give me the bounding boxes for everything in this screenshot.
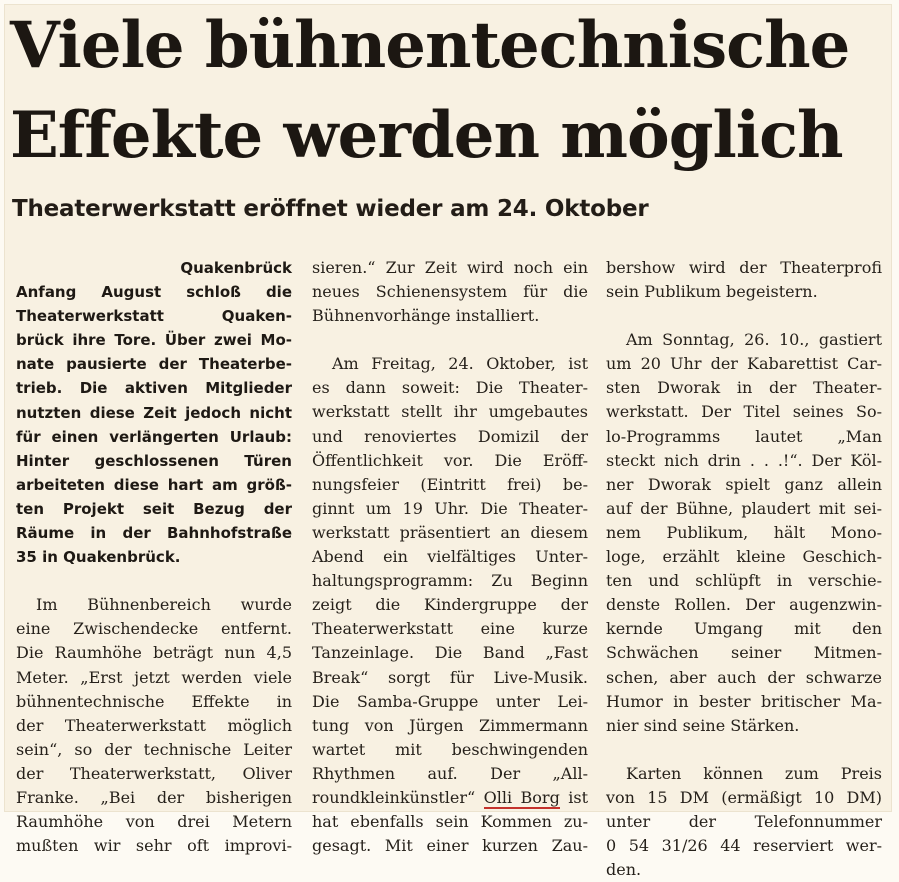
text-line: unter der Telefonnummer [606,811,882,831]
text-line: ten und schlüpft in verschie- [606,571,882,591]
text-line: bühnentechnische Effekte in [16,691,292,711]
dateline: Quakenbrück [180,259,292,277]
text-line: von 15 DM (ermäßigt 10 DM) [606,787,882,807]
text-line: Die Raumhöhe beträgt nun 4,5 [16,643,292,663]
text-line: sein Publikum begeistern. [606,282,818,302]
text-line: Im Bühnenbereich wurde [36,595,292,615]
text-line: arbeiteten diese hart am größ- [16,475,292,494]
text-line: um 20 Uhr der Kabarettist Car- [606,354,882,374]
text-line: Am Sonntag, 26. 10., gastiert [626,330,882,350]
text-line: es dann soweit: Die Theater- [312,378,588,398]
text-fragment: ist [559,787,588,807]
text-line: ginnt um 19 Uhr. Die Theater- [312,498,588,518]
text-line: Schwächen seiner Mitmen- [606,643,882,663]
text-line: nungsfeier (Eintritt frei) be- [312,474,588,494]
text-line: haltungsprogramm: Zu Beginn [312,571,588,591]
text-fragment: roundkleinkünstler“ [312,787,484,807]
body-paragraph [312,256,588,328]
text-line: Räume in der Bahnhofstraße [16,524,292,543]
article-column-2 [312,256,588,858]
text-line: für einen verlängerten Urlaub: [16,427,292,446]
text-line: trieb. Die aktiven Mitglieder [16,379,292,398]
text-line: brück ihre Tore. Über zwei Mo- [16,331,292,350]
text-line [312,786,588,810]
text-line: Meter. „Erst jetzt werden viele [16,667,292,687]
text-line: sein“, so der technische Leiter [16,739,292,759]
text-line: ner Dworak spielt ganz allein [606,474,882,494]
text-line: denste Rollen. Der augenzwin- [606,595,882,615]
headline-line-2: Effekte werden möglich [10,98,843,173]
text-line: werkstatt stellt ihr umgebautes [312,402,588,422]
text-line: nier sind seine Stärken. [606,715,800,735]
text-line: nem Publikum, hält Mono- [606,522,882,542]
body-paragraph [16,593,292,858]
headline-line-1: Viele bühnentechnische [10,8,850,83]
text-line: der Theaterwerkstatt, Oliver [16,763,292,783]
text-line: mußten wir sehr oft improvi- [16,836,292,856]
text-line: Öffentlichkeit vor. Die Eröff- [312,450,588,470]
text-line: hat ebenfalls sein Kommen zu- [312,812,588,832]
text-line: loge, erzählt kleine Geschich- [606,547,882,567]
text-line: nutzten diese Zeit jedoch nicht [16,403,292,422]
body-paragraph [606,256,882,304]
lead-paragraph [16,256,292,569]
text-line: 35 in Quakenbrück. [16,548,181,567]
text-line: Abend ein vielfältiges Unter- [312,547,588,567]
text-line: Raumhöhe von drei Metern [16,812,292,832]
text-line: Rhythmen auf. Der „All- [312,763,588,783]
article-column-3 [606,256,882,882]
text-line: schen, aber auch der schwarze [606,667,882,687]
text-line: ten Projekt seit Bezug der [16,499,292,518]
text-line: auf der Bühne, plaudert mit sei- [606,498,882,518]
text-line: Anfang August schloß die [16,283,292,302]
text-line: Tanzeinlage. Die Band „Fast [312,643,588,663]
text-line: lo-Programms lautet „Man [606,426,882,446]
text-line: Franke. „Bei der bisherigen [16,787,292,807]
text-line: werkstatt präsentiert an diesem [312,522,588,542]
text-line: zeigt die Kindergruppe der [312,595,588,615]
text-line: tung von Jürgen Zimmermann [312,715,588,735]
text-line: gesagt. Mit einer kurzen Zau- [312,836,588,856]
text-line: 0 54 31/26 44 reserviert wer- [606,836,882,856]
text-line: Theaterwerkstatt Quaken- [16,307,292,326]
text-line: Hinter geschlossenen Türen [16,451,292,470]
text-line: Karten können zum Preis [626,763,882,783]
text-line: neues Schienensystem für die [312,282,588,302]
body-paragraph [606,762,882,882]
text-line: steckt nich drin . . .!“. Der Köl- [606,450,882,470]
text-line: Theaterwerkstatt eine kurze [312,619,588,639]
text-line: und renoviertes Domizil der [312,426,588,446]
body-paragraph [312,352,588,858]
text-line: wartet mit beschwingenden [312,739,588,759]
text-line: eine Zwischendecke entfernt. [16,619,292,639]
underlined-name: Olli Borg [483,787,560,807]
text-line: Bühnenvorhänge installiert. [312,306,540,326]
text-line: werkstatt. Der Titel seines So- [606,402,882,422]
text-line: Am Freitag, 24. Oktober, ist [332,354,588,374]
text-line: den. [606,860,642,880]
text-line: sieren.“ Zur Zeit wird noch ein [312,258,588,277]
body-paragraph [606,328,882,738]
text-line: nate pausierte der Theaterbe- [16,355,292,374]
text-line: Humor in bester britischer Ma- [606,691,882,711]
text-line: der Theaterwerkstatt möglich [16,715,292,735]
subheadline: Theaterwerkstatt eröffnet wieder am 24. Oktober [12,196,649,222]
article-column-1 [16,256,292,858]
text-line: Break“ sorgt für Live-Musik. [312,667,588,687]
text-line: Die Samba-Gruppe unter Lei- [312,691,588,711]
text-line: kernde Umgang mit den [606,619,882,639]
text-line: sten Dworak in der Theater- [606,378,882,398]
text-line: bershow wird der Theaterprofi [606,258,882,277]
